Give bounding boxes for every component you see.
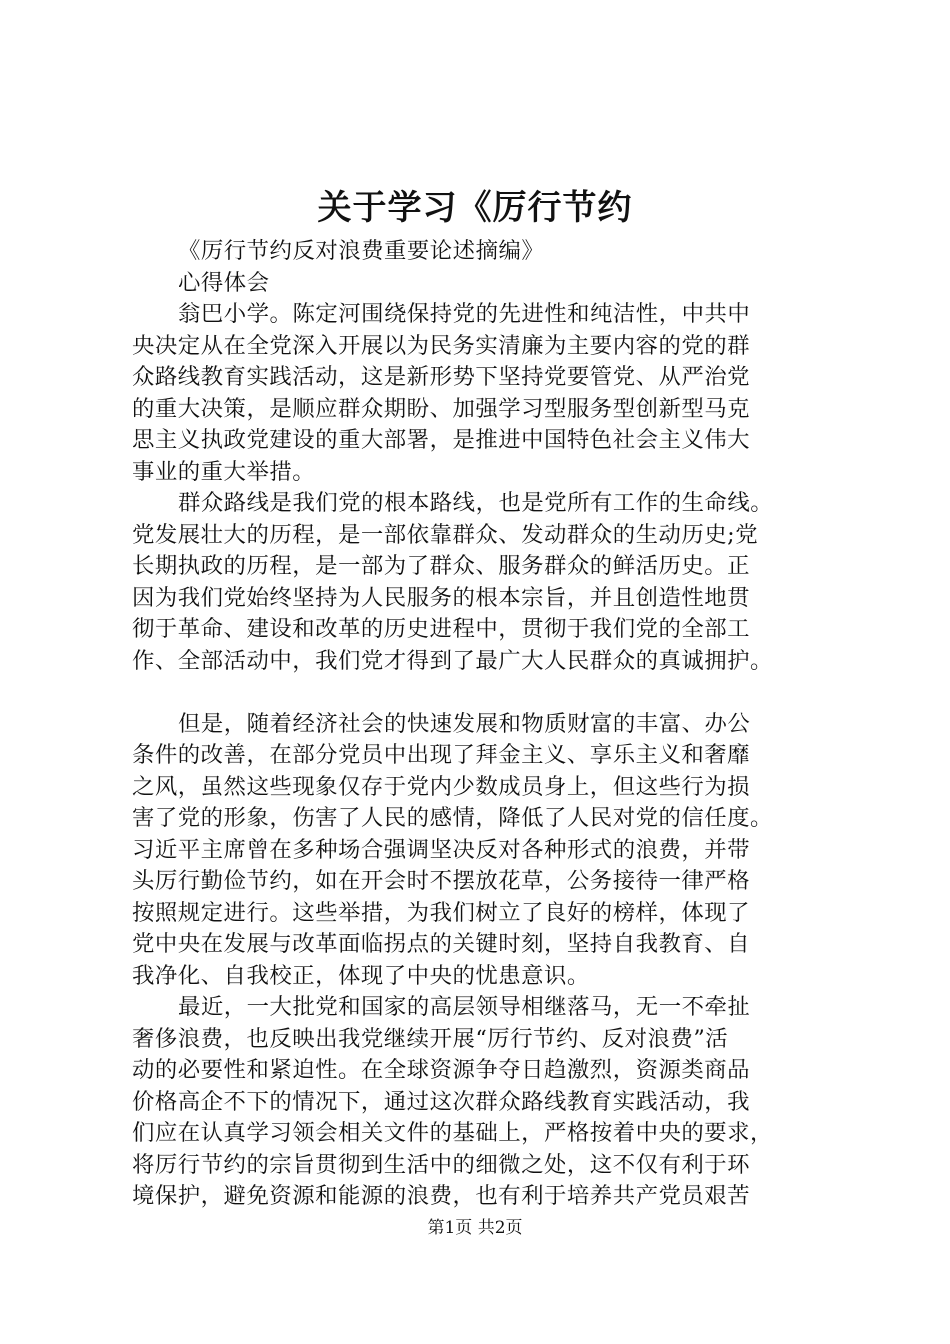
paragraph-line: 思主义执政党建设的重大部署，是推进中国特色社会主义伟大 (132, 427, 751, 453)
paragraph-line: 党发展壮大的历程，是一部依靠群众、发动群众的生动历史;党 (132, 521, 759, 548)
paragraph-line: 的重大决策，是顺应群众期盼、加强学习型服务型创新型马克 (132, 395, 751, 422)
paragraph-line: 但是，随着经济社会的快速发展和物质财富的丰富、办公 (178, 710, 751, 737)
paragraph-line: 因为我们党始终坚持为人民服务的根本宗旨，并且创造性地贯 (132, 584, 751, 611)
paragraph-line: 翁巴小学。陈定河围绕保持党的先进性和纯洁性，中共中 (178, 301, 751, 327)
document-title: 关于学习《厉行节约 (317, 188, 633, 228)
paragraph-line: 条件的改善，在部分党员中出现了拜金主义、享乐主义和奢靡 (132, 742, 751, 768)
paragraph-line: 彻于革命、建设和改革的历史进程中，贯彻于我们党的全部工 (132, 616, 751, 642)
paragraph-line: 我净化、自我校正，体现了中央的忧患意识。 (132, 962, 590, 989)
paragraph-line: 价格高企不下的情况下，通过这次群众路线教育实践活动，我 (132, 1088, 751, 1115)
document-subtitle: 《厉行节约反对浪费重要论述摘编》 (178, 238, 545, 264)
paragraph-line: 奢侈浪费，也反映出我党继续开展“厉行节约、反对浪费”活 (132, 1025, 729, 1052)
paragraph-line: 动的必要性和紧迫性。在全球资源争夺日趋激烈，资源类商品 (132, 1057, 751, 1083)
paragraph-3 (132, 709, 848, 993)
paragraph-line: 之风，虽然这些现象仅存于党内少数成员身上，但这些行为损 (132, 773, 751, 800)
paragraph-line: 头厉行勤俭节约，如在开会时不摆放花草，公务接待一律严格 (132, 868, 751, 894)
paragraph-line: 习近平主席曾在多种场合强调坚决反对各种形式的浪费，并带 (132, 836, 751, 863)
paragraph-line: 央决定从在全党深入开展以为民务实清廉为主要内容的党的群 (132, 332, 751, 359)
paragraph-2 (132, 488, 848, 677)
paragraph-line: 长期执政的历程，是一部为了群众、服务群众的鲜活历史。正 (132, 553, 751, 579)
document-body (132, 236, 848, 1213)
paragraph-spacer (132, 677, 848, 709)
paragraph-line: 事业的重大举措。 (132, 458, 316, 485)
paragraph-line: 害了党的形象，伤害了人民的感情，降低了人民对党的信任度。 (132, 805, 773, 831)
paragraph-4 (132, 992, 848, 1213)
paragraph-line: 按照规定进行。这些举措，为我们树立了良好的榜样，体现了 (132, 899, 751, 926)
paragraph-line: 将厉行节约的宗旨贯彻到生活中的细微之处，这不仅有利于环 (132, 1151, 751, 1178)
paragraph-line: 最近，一大批党和国家的高层领导相继落马，无一不牵扯 (178, 994, 751, 1020)
paragraph-line: 们应在认真学习领会相关文件的基础上，严格按着中央的要求， (132, 1120, 773, 1146)
paragraph-line: 众路线教育实践活动，这是新形势下坚持党要管党、从严治党 (132, 364, 751, 390)
document-subtitle-continued: 心得体会 (178, 269, 270, 296)
page-number-footer: 第1页 共2页 (427, 1218, 523, 1238)
paragraph-line: 群众路线是我们党的根本路线，也是党所有工作的生命线。 (178, 490, 774, 516)
paragraph-line: 作、全部活动中，我们党才得到了最广大人民群众的真诚拥护。 (132, 647, 773, 674)
paragraph-line: 境保护，避免资源和能源的浪费，也有利于培养共产党员艰苦 (132, 1183, 751, 1209)
paragraph-line: 党中央在发展与改革面临拐点的关键时刻，坚持自我教育、自 (132, 931, 751, 957)
paragraph-1 (132, 299, 848, 488)
